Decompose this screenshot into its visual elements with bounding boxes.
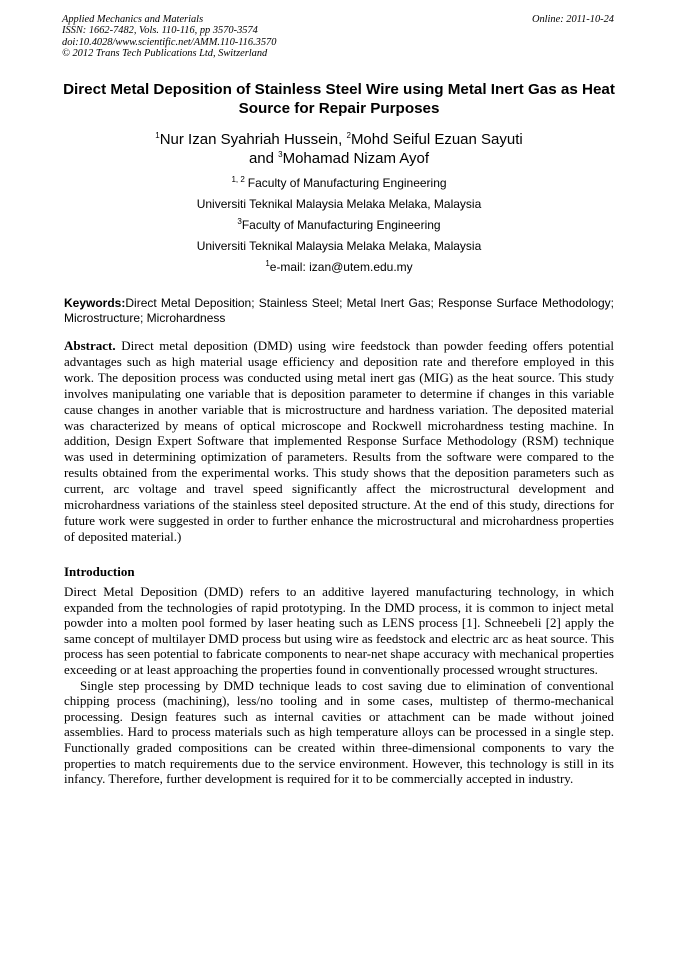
author-1: Nur Izan Syahriah Hussein, [159,131,347,148]
introduction-paragraph-2: Single step processing by DMD technique leads to cost saving due to elimination of conventional chipping process (machining), less/no tooling and in some cases, multistep of thermo-mechanical processing. Design features such as internal cavities or attachment can be made without joined assemblies. Hard to process materials such as high temperature alloys can be processed in a single step. Functionally graded compositions can be created within three-dimensional components to vary the properties to match requirements due to the service environment. However, this technology is still in its infancy. Therefore, further development is required for it to be commercially accepted in industry. [64,677,614,787]
journal-header [62,14,614,60]
affiliation-a-sup: 1, 2 [231,175,245,184]
author-3-sup: 3 [278,150,283,159]
keywords-label: Keywords: [64,296,126,310]
abstract-section [64,338,614,545]
paper-title: Direct Metal Deposition of Stainless Steel Wire using Metal Inert Gas as Heat Source for Repair Purposes [63,81,615,117]
abstract-label: Abstract. [64,338,116,353]
affiliation-faculty-a: $^{1, 2}$ Faculty of Manufacturing Engineering [231,175,447,190]
author-line-2 [50,149,628,168]
keywords-text: Direct Metal Deposition; Stainless Steel; Metal Inert Gas; Response Surface Methodology; Microstructure; Microhardness [64,296,614,325]
author-and: and [248,150,279,167]
keywords-section [64,296,614,326]
author-1-sup: 1 [155,131,160,140]
issn-line: ISSN: 1662-7482, Vols. 110-116, pp 3570-3574 [62,25,258,37]
introduction-heading: Introduction [64,564,135,579]
author-line-1 [50,130,628,149]
introduction-body [64,584,614,787]
author-list [50,130,628,168]
introduction-paragraph-1: Direct Metal Deposition (DMD) refers to an additive layered manufacturing technology, in which expanded from the technologies of rapid prototyping. In the DMD process, it is common to inject metal powder into a molten pool formed by laser heating such as LENS process [1]. Schneebeli [2] apply the same concept of multilayer DMD process but using wire as feedstock and electric arc as heat source. This process has seen potential to fabricate components to near-net shape accuracy with mechanical properties exceeding or at least approaching the properties found in conventionally processed wrought structures. [64,584,614,677]
journal-name: Applied Mechanics and Materials [62,14,204,25]
author-2-sup: 2 [346,131,351,140]
online-date: Online: 2011-10-24 [531,14,614,25]
affiliation-b-sup: 3 [237,217,242,226]
email-sup: 1 [265,259,270,268]
author-3: Mohamad Nizam Ayof [282,150,430,167]
author-2: Mohd Seiful Ezuan Sayuti [350,131,523,148]
affiliation-university-a: Universiti Teknikal Malaysia Melaka Melaka, Malaysia [196,197,482,211]
affiliation-university-b: Universiti Teknikal Malaysia Melaka Melaka, Malaysia [196,239,482,253]
affiliation-faculty-b: $^3$Faculty of Manufacturing Engineering [237,217,441,232]
copyright-line: © 2012 Trans Tech Publications Ltd, Switzerland [62,48,268,60]
abstract-text: Direct metal deposition (DMD) using wire feedstock than powder feeding offers potential advantages such as high material usage efficiency and deposition rate and therefore employed in this work. The deposition process was conducted using metal inert gas (MIG) as the heat source. This study involves manipulating one variable that is deposition parameter to determine if changes in this variable cause changes in another variable that is microstructure and hardness variation. The deposited material was characterized by means of optical microscope and Rockwell microhardness testing machine. In addition, Design Expert Software that implemented Response Surface Methodology (RSM) technique was used in determining optimization of parameters. Results from the software were compared to the results obtained from the experimental works. This study shows that the deposition parameters such as current, arc voltage and travel speed significantly affect the microstructural development and microhardness variations of the stainless steel deposited structure. At the end of this study, directions for future work were suggested in order to further enhance the microstructural and microhardness properties of deposited material.) [64,338,614,544]
author-email[interactable]: $^1$e-mail: izan@utem.edu.my [265,259,413,274]
doi-line[interactable]: doi:10.4028/www.scientific.net/AMM.110-116.3570 [62,36,277,48]
